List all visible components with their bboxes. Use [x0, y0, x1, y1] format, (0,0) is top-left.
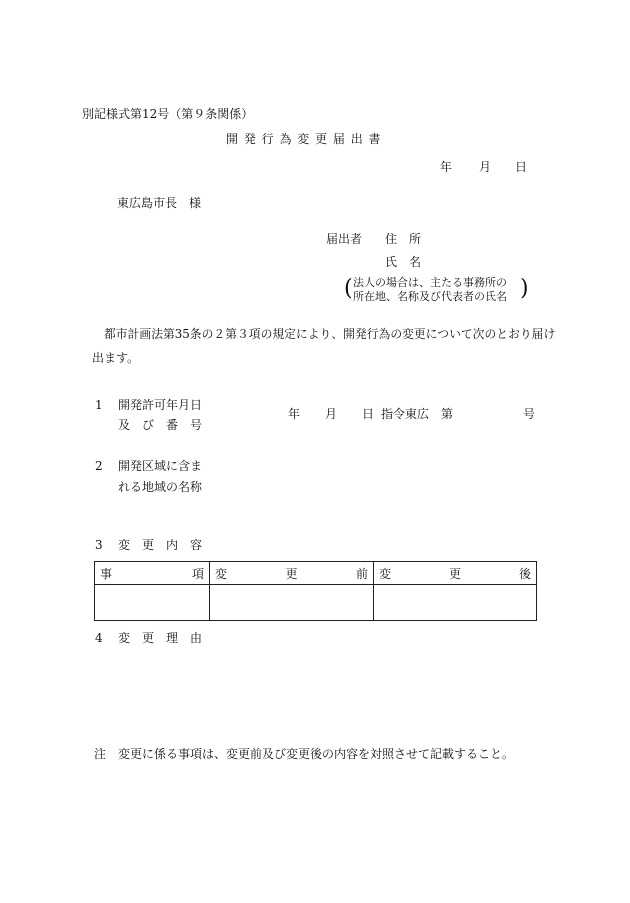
- table-header-row: [95, 562, 537, 585]
- item1-day-label: 日: [362, 407, 375, 421]
- page-title: 開 発 行 為 変 更 届 出 書: [226, 132, 382, 146]
- corp-note-line2: 所在地、名称及び代表者の氏名: [353, 290, 507, 303]
- item1-label-line1: 開発許可年月日: [118, 398, 203, 412]
- item-cell[interactable]: [95, 585, 210, 621]
- header-after: 変 更 後: [374, 562, 537, 585]
- item1-year-label: 年: [288, 407, 301, 421]
- name-label: 氏 名: [385, 255, 422, 269]
- item1-month-label: 月: [325, 407, 338, 421]
- item4-number: 4: [95, 631, 103, 645]
- date-day-label: 日: [515, 160, 528, 174]
- item3-number: 3: [95, 538, 103, 552]
- before-cell[interactable]: [210, 585, 374, 621]
- address-label: 住 所: [385, 232, 422, 246]
- footnote: 注 変更に係る事項は、変更前及び変更後の内容を対照させて記載すること。: [94, 747, 515, 761]
- body-text-line1: 都市計画法第35条の２第３項の規定により、開発行為の変更について次のとおり届け: [104, 327, 556, 341]
- item1-permit-suffix: 号: [523, 407, 536, 421]
- item2-number: 2: [95, 459, 103, 473]
- item2-label-line1: 開発区域に含ま: [118, 459, 203, 473]
- item1-label-line2: 及 び 番 号: [118, 418, 203, 432]
- right-paren: ): [520, 276, 529, 301]
- header-before: 変 更 前: [210, 562, 374, 585]
- item4-label: 変 更 理 由: [118, 631, 203, 645]
- corporation-note: [344, 276, 529, 304]
- header-item: 事 項: [95, 562, 210, 585]
- date-month-label: 月: [479, 160, 492, 174]
- notifier-label: 届出者: [326, 232, 363, 246]
- addressee: 東広島市長 様: [117, 196, 202, 210]
- item3-label: 変 更 内 容: [118, 538, 203, 552]
- item1-permit-prefix: 指令東広 第: [381, 407, 454, 421]
- after-cell[interactable]: [374, 585, 537, 621]
- table-row: [95, 585, 537, 621]
- changes-table: [94, 561, 537, 621]
- form-number: 別記様式第12号（第９条関係）: [82, 107, 254, 121]
- date-year-label: 年: [440, 160, 453, 174]
- corp-note-line1: 法人の場合は、主たる事務所の: [353, 276, 507, 289]
- item1-number: 1: [95, 398, 103, 412]
- item2-label-line2: れる地域の名称: [118, 480, 203, 494]
- body-text-line2: 出ます。: [92, 351, 140, 365]
- left-paren: (: [344, 276, 353, 301]
